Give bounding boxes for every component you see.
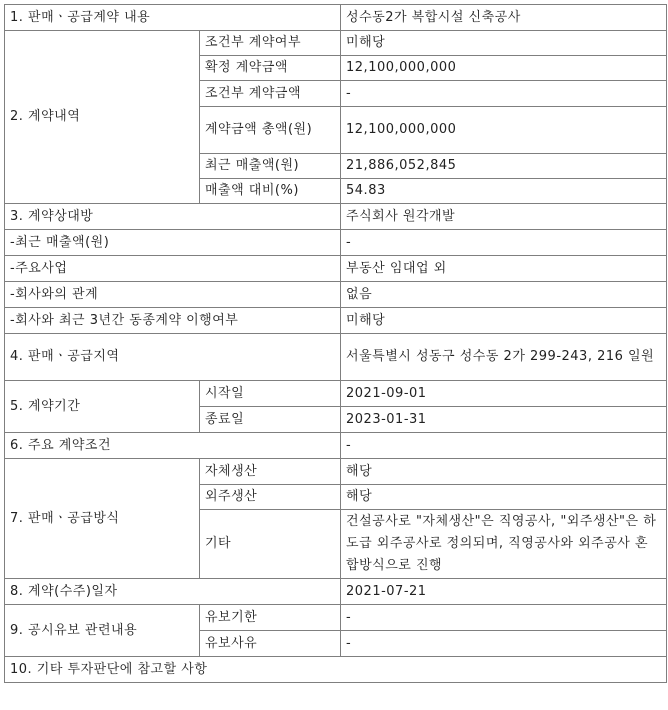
row-relationship <box>5 282 667 308</box>
row-counterparty <box>5 204 667 230</box>
sublabel-revenue-ratio: 매출액 대비(%) <box>200 179 341 204</box>
label-contract-details: 2. 계약내역 <box>5 31 200 204</box>
value-other-method: 건설공사로 "자체생산"은 직영공사, "외주생산"은 하도급 외주공사로 정의되며, 직영공사와 외주공사 혼합방식으로 진행 <box>341 510 667 579</box>
label-main-conditions: 6. 주요 계약조건 <box>5 433 341 459</box>
label-contract-period: 5. 계약기간 <box>5 381 200 433</box>
value-start-date: 2021-09-01 <box>341 381 667 407</box>
value-counterparty: 주식회사 원각개발 <box>341 204 667 230</box>
value-supply-region: 서울특별시 성동구 성수동 2가 299-243, 216 일원 <box>341 334 667 381</box>
sublabel-conditional-contract: 조건부 계약여부 <box>200 31 341 56</box>
contract-disclosure-table <box>4 4 667 683</box>
value-conditional-contract: 미해당 <box>341 31 667 56</box>
row-contract-date <box>5 579 667 605</box>
sublabel-fixed-amount: 확정 계약금액 <box>200 56 341 81</box>
value-counterparty-revenue: - <box>341 230 667 256</box>
sublabel-outsourced-production: 외주생산 <box>200 485 341 510</box>
value-conditional-amount: - <box>341 81 667 107</box>
value-contract-date: 2021-07-21 <box>341 579 667 605</box>
sublabel-start-date: 시작일 <box>200 381 341 407</box>
value-similar-contract: 미해당 <box>341 308 667 334</box>
row-reservation-deadline <box>5 605 667 631</box>
value-revenue-ratio: 54.83 <box>341 179 667 204</box>
value-relationship: 없음 <box>341 282 667 308</box>
label-similar-contract: -회사와 최근 3년간 동종계약 이행여부 <box>5 308 341 334</box>
row-contract-details-conditional <box>5 31 667 56</box>
row-supply-region <box>5 334 667 381</box>
label-disclosure-reservation: 9. 공시유보 관련내용 <box>5 605 200 657</box>
value-recent-revenue: 21,886,052,845 <box>341 154 667 179</box>
label-main-business: -주요사업 <box>5 256 341 282</box>
row-contract-content <box>5 5 667 31</box>
row-own-production <box>5 459 667 485</box>
row-main-conditions <box>5 433 667 459</box>
label-supply-region: 4. 판매ㆍ공급지역 <box>5 334 341 381</box>
sublabel-recent-revenue: 최근 매출액(원) <box>200 154 341 179</box>
sublabel-reservation-deadline: 유보기한 <box>200 605 341 631</box>
label-relationship: -회사와의 관계 <box>5 282 341 308</box>
label-other-notes: 10. 기타 투자판단에 참고할 사항 <box>5 657 667 683</box>
value-contract-content: 성수동2가 복합시설 신축공사 <box>341 5 667 31</box>
label-supply-method: 7. 판매ㆍ공급방식 <box>5 459 200 579</box>
sublabel-other-method: 기타 <box>200 510 341 579</box>
label-counterparty-revenue: -최근 매출액(원) <box>5 230 341 256</box>
value-reservation-reason: - <box>341 631 667 657</box>
sublabel-reservation-reason: 유보사유 <box>200 631 341 657</box>
value-reservation-deadline: - <box>341 605 667 631</box>
row-main-business <box>5 256 667 282</box>
value-end-date: 2023-01-31 <box>341 407 667 433</box>
value-own-production: 해당 <box>341 459 667 485</box>
row-similar-contract <box>5 308 667 334</box>
value-fixed-amount: 12,100,000,000 <box>341 56 667 81</box>
sublabel-own-production: 자체생산 <box>200 459 341 485</box>
sublabel-total-amount: 계약금액 총액(원) <box>200 107 341 154</box>
label-contract-date: 8. 계약(수주)일자 <box>5 579 341 605</box>
row-period-start <box>5 381 667 407</box>
sublabel-end-date: 종료일 <box>200 407 341 433</box>
label-contract-content: 1. 판매ㆍ공급계약 내용 <box>5 5 341 31</box>
value-outsourced-production: 해당 <box>341 485 667 510</box>
row-other-notes <box>5 657 667 683</box>
sublabel-conditional-amount: 조건부 계약금액 <box>200 81 341 107</box>
value-main-conditions: - <box>341 433 667 459</box>
value-total-amount: 12,100,000,000 <box>341 107 667 154</box>
row-counterparty-revenue <box>5 230 667 256</box>
value-main-business: 부동산 임대업 외 <box>341 256 667 282</box>
label-counterparty: 3. 계약상대방 <box>5 204 341 230</box>
